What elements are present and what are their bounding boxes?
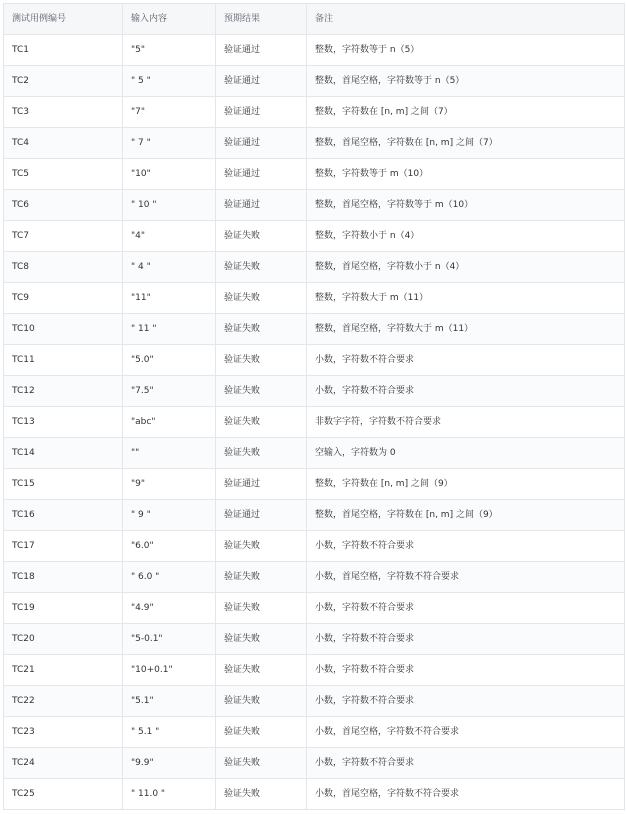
cell-case-id: TC4 [4, 128, 123, 159]
table-row [4, 748, 625, 779]
cell-remarks: 小数，字符数不符合要求 [307, 686, 625, 717]
cell-case-id: TC13 [4, 407, 123, 438]
cell-expected-result: 验证通过 [216, 66, 307, 97]
cell-case-id: TC25 [4, 779, 123, 810]
cell-case-id: TC19 [4, 593, 123, 624]
cell-input: "4" [123, 221, 216, 252]
cell-input: "abc" [123, 407, 216, 438]
table-row [4, 655, 625, 686]
table-row [4, 345, 625, 376]
cell-case-id: TC9 [4, 283, 123, 314]
cell-input: " 10 " [123, 190, 216, 221]
cell-expected-result: 验证失败 [216, 531, 307, 562]
cell-input: " 5 " [123, 66, 216, 97]
cell-remarks: 小数，字符数不符合要求 [307, 655, 625, 686]
cell-remarks: 小数，首尾空格，字符数不符合要求 [307, 779, 625, 810]
table-row [4, 159, 625, 190]
cell-remarks: 非数字字符，字符数不符合要求 [307, 407, 625, 438]
table-row [4, 593, 625, 624]
cell-input: "10" [123, 159, 216, 190]
cell-case-id: TC6 [4, 190, 123, 221]
cell-expected-result: 验证失败 [216, 717, 307, 748]
table-row [4, 717, 625, 748]
table-row [4, 686, 625, 717]
cell-expected-result: 验证失败 [216, 655, 307, 686]
cell-expected-result: 验证失败 [216, 748, 307, 779]
cell-expected-result: 验证通过 [216, 190, 307, 221]
table-row [4, 779, 625, 810]
cell-input: "5.1" [123, 686, 216, 717]
cell-remarks: 整数，首尾空格，字符数在 [n, m] 之间（9） [307, 500, 625, 531]
table-row [4, 221, 625, 252]
test-case-table [3, 3, 625, 810]
table-body [4, 35, 625, 810]
cell-input: "" [123, 438, 216, 469]
cell-expected-result: 验证通过 [216, 97, 307, 128]
cell-case-id: TC2 [4, 66, 123, 97]
cell-case-id: TC8 [4, 252, 123, 283]
header-remarks: 备注 [307, 4, 625, 35]
cell-expected-result: 验证通过 [216, 159, 307, 190]
cell-expected-result: 验证通过 [216, 35, 307, 66]
cell-remarks: 整数，字符数在 [n, m] 之间（9） [307, 469, 625, 500]
cell-expected-result: 验证失败 [216, 345, 307, 376]
cell-remarks: 空输入，字符数为 0 [307, 438, 625, 469]
cell-remarks: 整数，字符数在 [n, m] 之间（7） [307, 97, 625, 128]
cell-expected-result: 验证失败 [216, 779, 307, 810]
table-row [4, 190, 625, 221]
cell-case-id: TC11 [4, 345, 123, 376]
test-case-table-container [3, 3, 624, 810]
cell-input: "5.0" [123, 345, 216, 376]
cell-case-id: TC23 [4, 717, 123, 748]
table-row [4, 35, 625, 66]
cell-expected-result: 验证失败 [216, 252, 307, 283]
cell-input: "11" [123, 283, 216, 314]
cell-case-id: TC17 [4, 531, 123, 562]
table-row [4, 252, 625, 283]
cell-input: " 11 " [123, 314, 216, 345]
cell-remarks: 整数，首尾空格，字符数等于 n（5） [307, 66, 625, 97]
cell-input: "6.0" [123, 531, 216, 562]
cell-input: "7" [123, 97, 216, 128]
cell-case-id: TC18 [4, 562, 123, 593]
cell-expected-result: 验证失败 [216, 314, 307, 345]
cell-remarks: 整数，字符数大于 m（11） [307, 283, 625, 314]
table-row [4, 66, 625, 97]
cell-remarks: 小数，字符数不符合要求 [307, 748, 625, 779]
cell-remarks: 小数，首尾空格，字符数不符合要求 [307, 717, 625, 748]
cell-input: "7.5" [123, 376, 216, 407]
cell-input: "5" [123, 35, 216, 66]
cell-input: "9" [123, 469, 216, 500]
cell-remarks: 小数，字符数不符合要求 [307, 531, 625, 562]
cell-input: " 11.0 " [123, 779, 216, 810]
cell-case-id: TC1 [4, 35, 123, 66]
cell-input: "9.9" [123, 748, 216, 779]
cell-expected-result: 验证失败 [216, 624, 307, 655]
table-row [4, 531, 625, 562]
cell-remarks: 整数，首尾空格，字符数小于 n（4） [307, 252, 625, 283]
cell-remarks: 整数，字符数小于 n（4） [307, 221, 625, 252]
cell-input: " 5.1 " [123, 717, 216, 748]
table-row [4, 283, 625, 314]
header-case-id: 测试用例编号 [4, 4, 123, 35]
cell-case-id: TC10 [4, 314, 123, 345]
cell-remarks: 整数，首尾空格，字符数等于 m（10） [307, 190, 625, 221]
cell-remarks: 整数，首尾空格，字符数大于 m（11） [307, 314, 625, 345]
cell-expected-result: 验证失败 [216, 407, 307, 438]
table-row [4, 624, 625, 655]
cell-expected-result: 验证失败 [216, 438, 307, 469]
cell-case-id: TC16 [4, 500, 123, 531]
cell-expected-result: 验证通过 [216, 469, 307, 500]
cell-remarks: 小数，字符数不符合要求 [307, 345, 625, 376]
table-row [4, 562, 625, 593]
cell-expected-result: 验证失败 [216, 283, 307, 314]
table-row [4, 469, 625, 500]
cell-input: " 7 " [123, 128, 216, 159]
header-input: 输入内容 [123, 4, 216, 35]
header-expected-result: 预期结果 [216, 4, 307, 35]
cell-remarks: 小数，字符数不符合要求 [307, 593, 625, 624]
table-row [4, 314, 625, 345]
cell-case-id: TC7 [4, 221, 123, 252]
cell-case-id: TC14 [4, 438, 123, 469]
table-row [4, 128, 625, 159]
cell-remarks: 整数，字符数等于 n（5） [307, 35, 625, 66]
table-row [4, 407, 625, 438]
cell-expected-result: 验证通过 [216, 500, 307, 531]
cell-expected-result: 验证失败 [216, 376, 307, 407]
cell-remarks: 整数，首尾空格，字符数在 [n, m] 之间（7） [307, 128, 625, 159]
cell-case-id: TC22 [4, 686, 123, 717]
table-row [4, 97, 625, 128]
cell-expected-result: 验证失败 [216, 686, 307, 717]
cell-remarks: 整数，字符数等于 m（10） [307, 159, 625, 190]
cell-remarks: 小数，字符数不符合要求 [307, 624, 625, 655]
cell-input: " 6.0 " [123, 562, 216, 593]
cell-case-id: TC21 [4, 655, 123, 686]
cell-remarks: 小数，首尾空格，字符数不符合要求 [307, 562, 625, 593]
cell-expected-result: 验证失败 [216, 221, 307, 252]
cell-case-id: TC3 [4, 97, 123, 128]
table-row [4, 438, 625, 469]
cell-input: "4.9" [123, 593, 216, 624]
cell-case-id: TC5 [4, 159, 123, 190]
cell-input: "5-0.1" [123, 624, 216, 655]
table-header [4, 4, 625, 35]
cell-case-id: TC20 [4, 624, 123, 655]
cell-case-id: TC15 [4, 469, 123, 500]
cell-expected-result: 验证失败 [216, 562, 307, 593]
cell-case-id: TC12 [4, 376, 123, 407]
table-row [4, 376, 625, 407]
cell-input: "10+0.1" [123, 655, 216, 686]
cell-remarks: 小数，字符数不符合要求 [307, 376, 625, 407]
cell-case-id: TC24 [4, 748, 123, 779]
cell-input: " 9 " [123, 500, 216, 531]
cell-input: " 4 " [123, 252, 216, 283]
cell-expected-result: 验证失败 [216, 593, 307, 624]
header-row [4, 4, 625, 35]
table-row [4, 500, 625, 531]
cell-expected-result: 验证通过 [216, 128, 307, 159]
